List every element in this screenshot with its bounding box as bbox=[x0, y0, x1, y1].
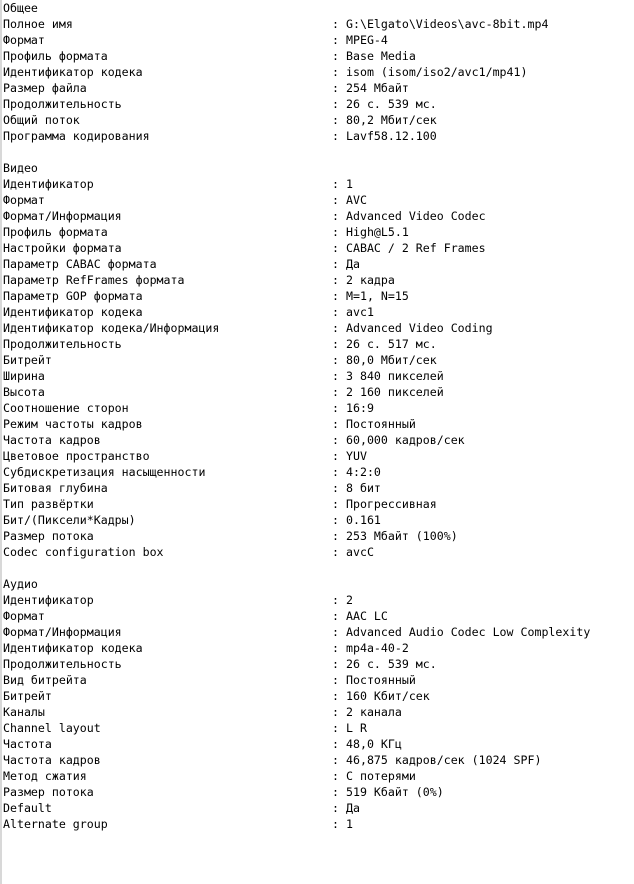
field-separator: : bbox=[332, 81, 339, 95]
field-label: Формат/Информация bbox=[3, 209, 122, 223]
field-label: Битрейт bbox=[3, 353, 52, 367]
field-separator: : bbox=[332, 641, 339, 655]
info-row bbox=[3, 80, 633, 96]
info-row bbox=[3, 96, 633, 112]
section-0 bbox=[3, 0, 633, 144]
field-label: Субдискретизация насыщенности bbox=[3, 465, 206, 479]
info-row bbox=[3, 176, 633, 192]
field-label: Продолжительность bbox=[3, 657, 122, 671]
field-value: G:\Elgato\Videos\avc-8bit.mp4 bbox=[346, 17, 549, 31]
field-value: avc1 bbox=[346, 305, 374, 319]
field-value: Advanced Video Codec bbox=[346, 209, 486, 223]
field-value: L R bbox=[346, 721, 367, 735]
info-row bbox=[3, 704, 633, 720]
info-row bbox=[3, 32, 633, 48]
field-value: 0.161 bbox=[346, 513, 381, 527]
info-row bbox=[3, 416, 633, 432]
field-value: Advanced Audio Codec Low Complexity bbox=[346, 625, 591, 639]
info-row bbox=[3, 512, 633, 528]
field-separator: : bbox=[332, 785, 339, 799]
field-separator: : bbox=[332, 337, 339, 351]
field-value: 46,875 кадров/сек (1024 SPF) bbox=[346, 753, 542, 767]
field-value: 8 бит bbox=[346, 481, 381, 495]
info-row bbox=[3, 784, 633, 800]
field-value: 253 Мбайт (100%) bbox=[346, 529, 458, 543]
field-separator: : bbox=[332, 593, 339, 607]
info-row bbox=[3, 544, 633, 560]
field-label: Идентификатор bbox=[3, 593, 94, 607]
field-separator: : bbox=[332, 513, 339, 527]
field-separator: : bbox=[332, 529, 339, 543]
field-label: Битрейт bbox=[3, 689, 52, 703]
section-title: Аудио bbox=[3, 577, 38, 591]
section-title: Видео bbox=[3, 161, 38, 175]
info-row bbox=[3, 256, 633, 272]
section-title: Общее bbox=[3, 1, 38, 15]
field-value: 4:2:0 bbox=[346, 465, 381, 479]
field-separator: : bbox=[332, 97, 339, 111]
field-label: Режим частоты кадров bbox=[3, 417, 143, 431]
info-row bbox=[3, 320, 633, 336]
field-separator: : bbox=[332, 753, 339, 767]
field-separator: : bbox=[332, 417, 339, 431]
info-row bbox=[3, 48, 633, 64]
field-separator: : bbox=[332, 193, 339, 207]
field-value: 80,0 Мбит/сек bbox=[346, 353, 437, 367]
field-separator: : bbox=[332, 673, 339, 687]
field-separator: : bbox=[332, 545, 339, 559]
field-separator: : bbox=[332, 65, 339, 79]
field-separator: : bbox=[332, 225, 339, 239]
info-row bbox=[3, 224, 633, 240]
info-row bbox=[3, 304, 633, 320]
field-label: Идентификатор кодека bbox=[3, 641, 143, 655]
field-label: Codec configuration box bbox=[3, 545, 164, 559]
field-value: 1 bbox=[346, 177, 353, 191]
field-value: 519 Кбайт (0%) bbox=[346, 785, 444, 799]
info-row bbox=[3, 448, 633, 464]
info-row bbox=[3, 128, 633, 144]
field-value: 2 160 пикселей bbox=[346, 385, 444, 399]
field-label: Каналы bbox=[3, 705, 45, 719]
field-value: avcC bbox=[346, 545, 374, 559]
field-value: 254 Мбайт bbox=[346, 81, 409, 95]
field-label: Alternate group bbox=[3, 817, 108, 831]
field-label: Продолжительность bbox=[3, 337, 122, 351]
field-label: Высота bbox=[3, 385, 45, 399]
field-value: 80,2 Мбит/сек bbox=[346, 113, 437, 127]
field-value: 2 bbox=[346, 593, 353, 607]
field-label: Параметр CABAC формата bbox=[3, 257, 157, 271]
field-label: Вид битрейта bbox=[3, 673, 87, 687]
info-row bbox=[3, 640, 633, 656]
field-value: AVC bbox=[346, 193, 367, 207]
info-row bbox=[3, 608, 633, 624]
info-row bbox=[3, 688, 633, 704]
info-row bbox=[3, 336, 633, 352]
info-row bbox=[3, 800, 633, 816]
info-row bbox=[3, 592, 633, 608]
field-label: Идентификатор bbox=[3, 177, 94, 191]
field-label: Размер потока bbox=[3, 529, 94, 543]
field-value: 16:9 bbox=[346, 401, 374, 415]
info-row bbox=[3, 528, 633, 544]
field-label: Метод сжатия bbox=[3, 769, 87, 783]
field-label: Общий поток bbox=[3, 113, 80, 127]
info-row bbox=[3, 368, 633, 384]
field-value: High@L5.1 bbox=[346, 225, 409, 239]
field-label: Продолжительность bbox=[3, 97, 122, 111]
info-row bbox=[3, 240, 633, 256]
field-separator: : bbox=[332, 369, 339, 383]
field-label: Настройки формата bbox=[3, 241, 122, 255]
field-separator: : bbox=[332, 737, 339, 751]
info-row bbox=[3, 720, 633, 736]
info-row bbox=[3, 480, 633, 496]
info-row bbox=[3, 672, 633, 688]
field-separator: : bbox=[332, 33, 339, 47]
field-separator: : bbox=[332, 609, 339, 623]
field-value: Да bbox=[346, 801, 360, 815]
field-separator: : bbox=[332, 481, 339, 495]
field-value: 2 кадра bbox=[346, 273, 395, 287]
field-value: 48,0 КГц bbox=[346, 737, 402, 751]
section-1 bbox=[3, 160, 633, 560]
field-label: Размер потока bbox=[3, 785, 94, 799]
field-value: 26 с. 517 мс. bbox=[346, 337, 437, 351]
field-value: 2 канала bbox=[346, 705, 402, 719]
field-separator: : bbox=[332, 129, 339, 143]
field-value: 160 Кбит/сек bbox=[346, 689, 430, 703]
field-separator: : bbox=[332, 305, 339, 319]
info-row bbox=[3, 432, 633, 448]
field-separator: : bbox=[332, 49, 339, 63]
field-separator: : bbox=[332, 657, 339, 671]
field-separator: : bbox=[332, 433, 339, 447]
field-separator: : bbox=[332, 321, 339, 335]
field-value: Прогрессивная bbox=[346, 497, 437, 511]
field-value: AAC LC bbox=[346, 609, 388, 623]
info-row bbox=[3, 272, 633, 288]
field-separator: : bbox=[332, 465, 339, 479]
field-label: Формат bbox=[3, 193, 45, 207]
info-row bbox=[3, 464, 633, 480]
field-separator: : bbox=[332, 769, 339, 783]
field-label: Формат bbox=[3, 609, 45, 623]
field-label: Цветовое пространство bbox=[3, 449, 150, 463]
field-value: M=1, N=15 bbox=[346, 289, 409, 303]
field-label: Тип развёртки bbox=[3, 497, 94, 511]
field-value: 26 с. 539 мс. bbox=[346, 97, 437, 111]
field-separator: : bbox=[332, 705, 339, 719]
info-row bbox=[3, 752, 633, 768]
field-separator: : bbox=[332, 257, 339, 271]
field-label: Полное имя bbox=[3, 17, 73, 31]
field-value: 60,000 кадров/сек bbox=[346, 433, 465, 447]
info-row bbox=[3, 400, 633, 416]
info-row bbox=[3, 816, 633, 832]
field-value: Да bbox=[346, 257, 360, 271]
field-value: Постоянный bbox=[346, 673, 416, 687]
info-row bbox=[3, 352, 633, 368]
field-separator: : bbox=[332, 449, 339, 463]
info-row bbox=[3, 192, 633, 208]
field-value: isom (isom/iso2/avc1/mp41) bbox=[346, 65, 528, 79]
field-separator: : bbox=[332, 801, 339, 815]
info-row bbox=[3, 656, 633, 672]
field-label: Идентификатор кодека bbox=[3, 305, 143, 319]
info-row bbox=[3, 112, 633, 128]
field-label: Программа кодирования bbox=[3, 129, 150, 143]
field-label: Размер файла bbox=[3, 81, 87, 95]
field-separator: : bbox=[332, 113, 339, 127]
section-2 bbox=[3, 576, 633, 832]
field-value: MPEG-4 bbox=[346, 33, 388, 47]
field-separator: : bbox=[332, 689, 339, 703]
field-separator: : bbox=[332, 241, 339, 255]
field-separator: : bbox=[332, 209, 339, 223]
field-label: Профиль формата bbox=[3, 225, 108, 239]
info-row bbox=[3, 624, 633, 640]
field-label: Default bbox=[3, 801, 52, 815]
field-label: Параметр GOP формата bbox=[3, 289, 143, 303]
field-separator: : bbox=[332, 497, 339, 511]
field-separator: : bbox=[332, 625, 339, 639]
info-row bbox=[3, 64, 633, 80]
field-label: Частота кадров bbox=[3, 433, 101, 447]
field-value: Base Media bbox=[346, 49, 416, 63]
info-row bbox=[3, 16, 633, 32]
field-value: YUV bbox=[346, 449, 367, 463]
field-separator: : bbox=[332, 273, 339, 287]
media-info-report[interactable] bbox=[3, 0, 633, 832]
field-value: Lavf58.12.100 bbox=[346, 129, 437, 143]
field-value: 3 840 пикселей bbox=[346, 369, 444, 383]
info-row bbox=[3, 288, 633, 304]
field-label: Идентификатор кодека/Информация bbox=[3, 321, 220, 335]
info-row bbox=[3, 496, 633, 512]
field-separator: : bbox=[332, 401, 339, 415]
info-row bbox=[3, 208, 633, 224]
info-row bbox=[3, 736, 633, 752]
field-label: Channel layout bbox=[3, 721, 101, 735]
field-label: Соотношение сторон bbox=[3, 401, 129, 415]
field-separator: : bbox=[332, 721, 339, 735]
field-label: Профиль формата bbox=[3, 49, 108, 63]
field-separator: : bbox=[332, 817, 339, 831]
info-row bbox=[3, 768, 633, 784]
info-row bbox=[3, 384, 633, 400]
field-label: Ширина bbox=[3, 369, 45, 383]
field-separator: : bbox=[332, 177, 339, 191]
field-value: Advanced Video Coding bbox=[346, 321, 493, 335]
field-separator: : bbox=[332, 353, 339, 367]
field-separator: : bbox=[332, 289, 339, 303]
field-label: Идентификатор кодека bbox=[3, 65, 143, 79]
field-label: Параметр RefFrames формата bbox=[3, 273, 185, 287]
field-separator: : bbox=[332, 17, 339, 31]
field-label: Бит/(Пиксели*Кадры) bbox=[3, 513, 136, 527]
field-label: Битовая глубина bbox=[3, 481, 108, 495]
field-value: 1 bbox=[346, 817, 353, 831]
field-label: Формат bbox=[3, 33, 45, 47]
window-left-edge bbox=[0, 0, 2, 884]
field-label: Частота bbox=[3, 737, 52, 751]
field-value: С потерями bbox=[346, 769, 416, 783]
field-separator: : bbox=[332, 385, 339, 399]
field-value: CABAC / 2 Ref Frames bbox=[346, 241, 486, 255]
field-label: Частота кадров bbox=[3, 753, 101, 767]
field-value: Постоянный bbox=[346, 417, 416, 431]
field-value: mp4a-40-2 bbox=[346, 641, 409, 655]
field-label: Формат/Информация bbox=[3, 625, 122, 639]
field-value: 26 с. 539 мс. bbox=[346, 657, 437, 671]
